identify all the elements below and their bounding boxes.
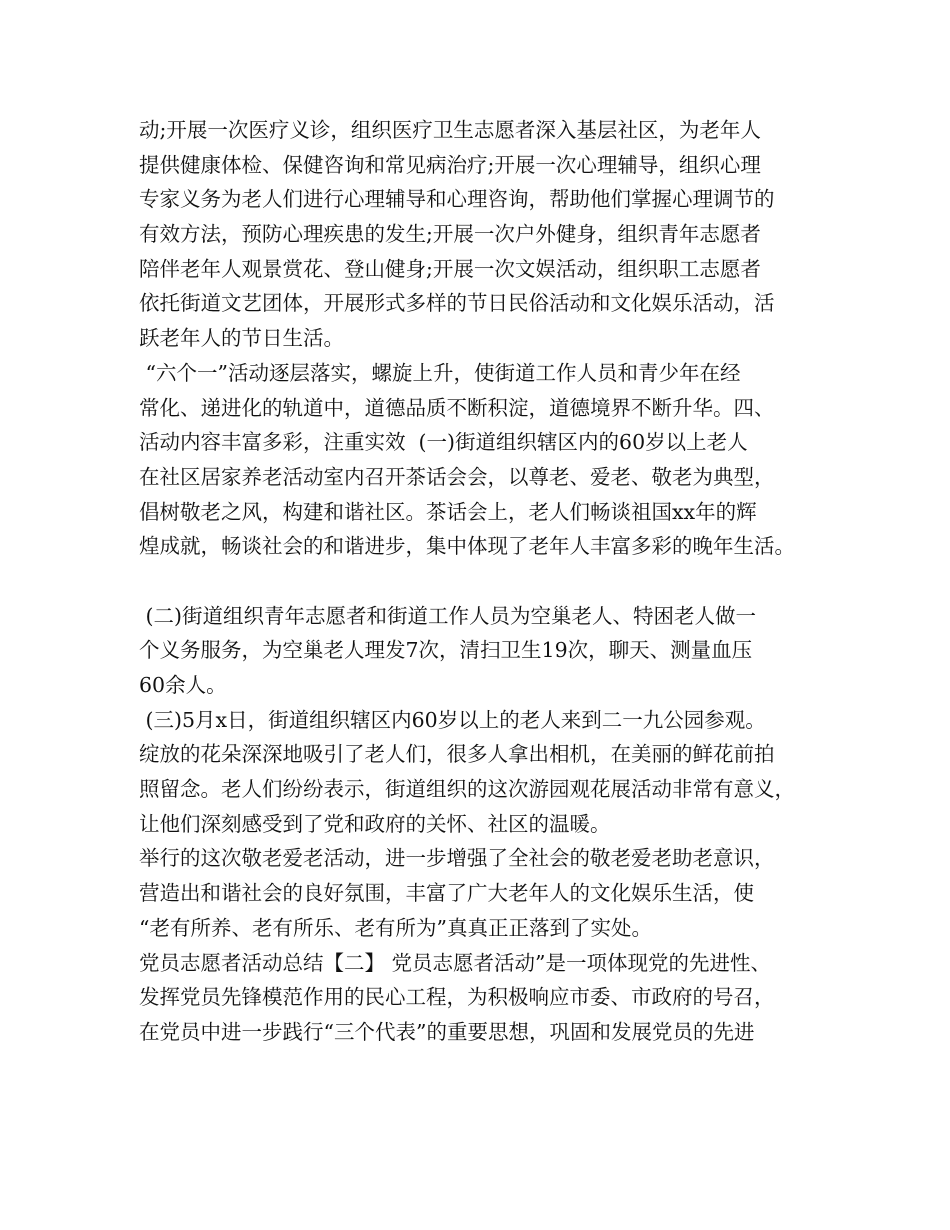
blank-line [139,564,839,599]
text-line: (三)5月x日，街道组织辖区内60岁以上的老人来到二一九公园参观。 [139,707,766,732]
text-line: 陪伴老年人观景赏花、登山健身;开展一次文娱活动，组织职工志愿者 [139,256,761,281]
text-line: (二)街道组织青年志愿者和街道工作人员为空巢老人、特困老人做一 [139,603,757,628]
text-line: 常化、递进化的轨道中，道德品质不断积淀，道德境界不断升华。四、 [139,395,775,420]
text-line: 让他们深刻感受到了党和政府的关怀、社区的温暖。 [139,811,611,836]
text-line: “六个一”活动逐层落实，螺旋上升，使街道工作人员和青少年在经 [139,360,741,385]
text-line: 营造出和谐社会的良好氛围，丰富了广大老年人的文化娱乐生活，使 [139,881,754,906]
text-line: 提供健康体检、保健咨询和常见病治疗;开展一次心理辅导，组织心理 [139,152,761,177]
text-line: 煌成就，畅谈社会的和谐进步，集中体现了老年人丰富多彩的晚年生活。 [139,534,795,559]
text-line: 发挥党员先锋模范作用的民心工程，为积极响应市委、市政府的号召， [139,985,775,1010]
text-line: 照留念。老人们纷纷表示，街道组织的这次游园观花展活动非常有意义， [139,777,795,802]
text-line: 动;开展一次医疗义诊，组织医疗卫生志愿者深入基层社区，为老年人 [139,118,761,142]
text-line: 活动内容丰富多彩，注重实效 (一)街道组织辖区内的60岁以上老人 [139,430,748,455]
text-line: 个义务服务，为空巢老人理发7次，清扫卫生19次，聊天、测量血压 [139,638,753,663]
text-line: 在党员中进一步践行“三个代表”的重要思想，巩固和发展党员的先进 [139,1019,755,1044]
text-line: 跃老年人的节日生活。 [139,326,344,351]
text-line: 党员志愿者活动总结【二】 党员志愿者活动”是一项体现党的先进性、 [139,950,771,975]
text-line: 有效方法，预防心理疾患的发生;开展一次户外健身，组织青年志愿者 [139,222,761,247]
text-line: 绽放的花朵深深地吸引了老人们，很多人拿出相机，在美丽的鲜花前拍 [139,742,775,767]
text-line: 倡树敬老之风，构建和谐社区。茶话会上，老人们畅谈祖国xx年的辉 [139,499,757,524]
text-line: “老有所养、老有所乐、老有所为”真真正正落到了实处。 [139,915,652,940]
text-line: 依托街道文艺团体，开展形式多样的节日民俗活动和文化娱乐活动，活 [139,291,775,316]
document-body [139,113,839,1050]
text-line: 60余人。 [139,673,227,697]
text-line: 举行的这次敬老爱老活动，进一步增强了全社会的敬老爱老助老意识， [139,846,775,871]
text-line: 在社区居家养老活动室内召开茶话会会，以尊老、爱老、敬老为典型， [139,464,775,489]
text-line: 专家义务为老人们进行心理辅导和心理咨询，帮助他们掌握心理调节的 [139,187,775,212]
